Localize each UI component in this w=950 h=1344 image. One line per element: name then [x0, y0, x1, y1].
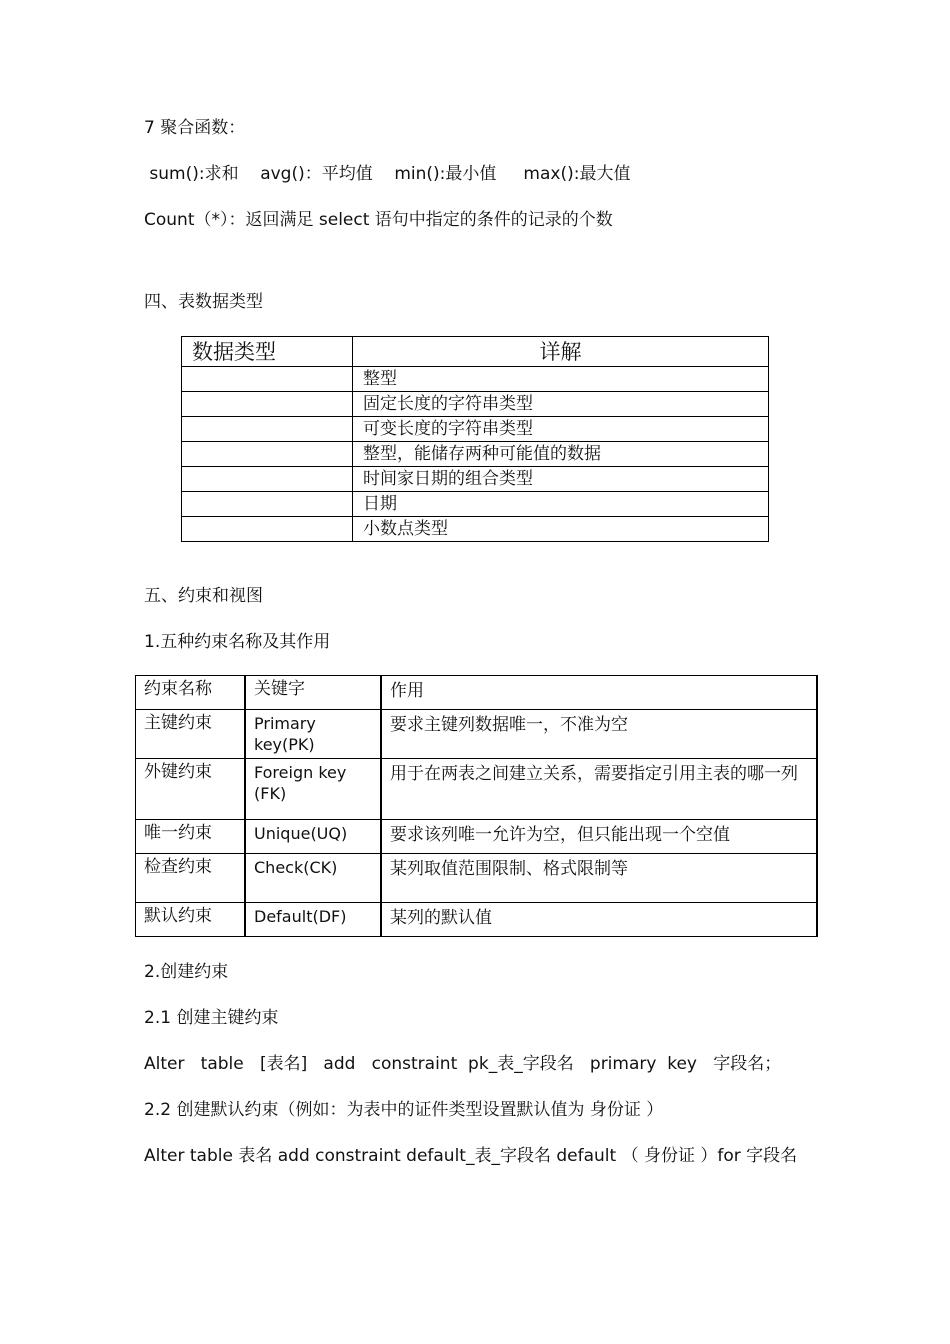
- aggregate-functions-title: 7 聚合函数：: [144, 118, 246, 138]
- table-row: [136, 854, 818, 903]
- primary-key-sql: Alter table [表名] add constraint pk_表_字段名 primary key 字段名；: [144, 1054, 782, 1074]
- data-types-table: [181, 336, 769, 542]
- constraint-purpose-cell: 某列取值范围限制、格式限制等: [381, 854, 817, 903]
- constraint-name-cell: 主键约束: [136, 710, 246, 759]
- table-row: [136, 903, 818, 937]
- header-keyword: 关键字: [245, 676, 381, 710]
- constraint-keyword-cell: Check(CK): [245, 854, 381, 903]
- constraints-views-heading: 五、约束和视图: [144, 586, 263, 606]
- table-row: [182, 492, 769, 517]
- type-name-cell: [182, 517, 353, 542]
- type-detail-cell: 可变长度的字符串类型: [353, 417, 769, 442]
- constraint-name-cell: 外键约束: [136, 759, 246, 820]
- constraint-name-cell: 默认约束: [136, 903, 246, 937]
- constraints-table: [135, 675, 818, 937]
- type-name-cell: [182, 442, 353, 467]
- table-row: [136, 820, 818, 854]
- constraint-purpose-cell: 要求该列唯一允许为空，但只能出现一个空值: [381, 820, 817, 854]
- table-row: [182, 517, 769, 542]
- type-name-cell: [182, 467, 353, 492]
- aggregate-functions-list: sum():求和 avg()：平均值 min():最小值 max():最大值: [144, 164, 631, 184]
- create-constraints-heading: 2.创建约束: [144, 962, 229, 982]
- constraint-name-cell: 检查约束: [136, 854, 246, 903]
- type-detail-cell: 时间家日期的组合类型: [353, 467, 769, 492]
- create-default-heading: 2.2 创建默认约束（例如：为表中的证件类型设置默认值为 身份证 ）: [144, 1100, 664, 1120]
- type-name-cell: [182, 492, 353, 517]
- table-data-types-heading: 四、表数据类型: [144, 292, 263, 312]
- type-detail-cell: 固定长度的字符串类型: [353, 392, 769, 417]
- table-row: [182, 442, 769, 467]
- header-data-type: 数据类型: [182, 337, 353, 367]
- default-constraint-sql: Alter table 表名 add constraint default_表_字段名 default （ 身份证 ）for 字段名: [144, 1146, 798, 1166]
- type-detail-cell: 小数点类型: [353, 517, 769, 542]
- constraint-name-cell: 唯一约束: [136, 820, 246, 854]
- create-primary-key-heading: 2.1 创建主键约束: [144, 1008, 279, 1028]
- table-row: [182, 467, 769, 492]
- table-row: [182, 392, 769, 417]
- header-constraint-name: 约束名称: [136, 676, 246, 710]
- constraint-keyword-cell: Unique(UQ): [245, 820, 381, 854]
- header-purpose: 作用: [381, 676, 817, 710]
- type-name-cell: [182, 392, 353, 417]
- type-detail-cell: 日期: [353, 492, 769, 517]
- count-description: Count（*）：返回满足 select 语句中指定的条件的记录的个数: [144, 210, 613, 230]
- type-detail-cell: 整型，能储存两种可能值的数据: [353, 442, 769, 467]
- table-header-row: [136, 676, 818, 710]
- type-name-cell: [182, 417, 353, 442]
- type-detail-cell: 整型: [353, 367, 769, 392]
- table-row: [182, 417, 769, 442]
- constraint-keyword-cell: Default(DF): [245, 903, 381, 937]
- header-detail: 详解: [353, 337, 769, 367]
- constraint-keyword-cell: Primary key(PK): [245, 710, 381, 759]
- type-name-cell: [182, 367, 353, 392]
- table-row: [182, 367, 769, 392]
- constraint-purpose-cell: 要求主键列数据唯一，不准为空: [381, 710, 817, 759]
- constraint-keyword-cell: Foreign key (FK): [245, 759, 381, 820]
- constraints-subheading: 1.五种约束名称及其作用: [144, 632, 331, 652]
- table-header-row: [182, 337, 769, 367]
- constraint-purpose-cell: 某列的默认值: [381, 903, 817, 937]
- table-row: [136, 710, 818, 759]
- constraint-purpose-cell: 用于在两表之间建立关系，需要指定引用主表的哪一列: [381, 759, 817, 820]
- table-row: [136, 759, 818, 820]
